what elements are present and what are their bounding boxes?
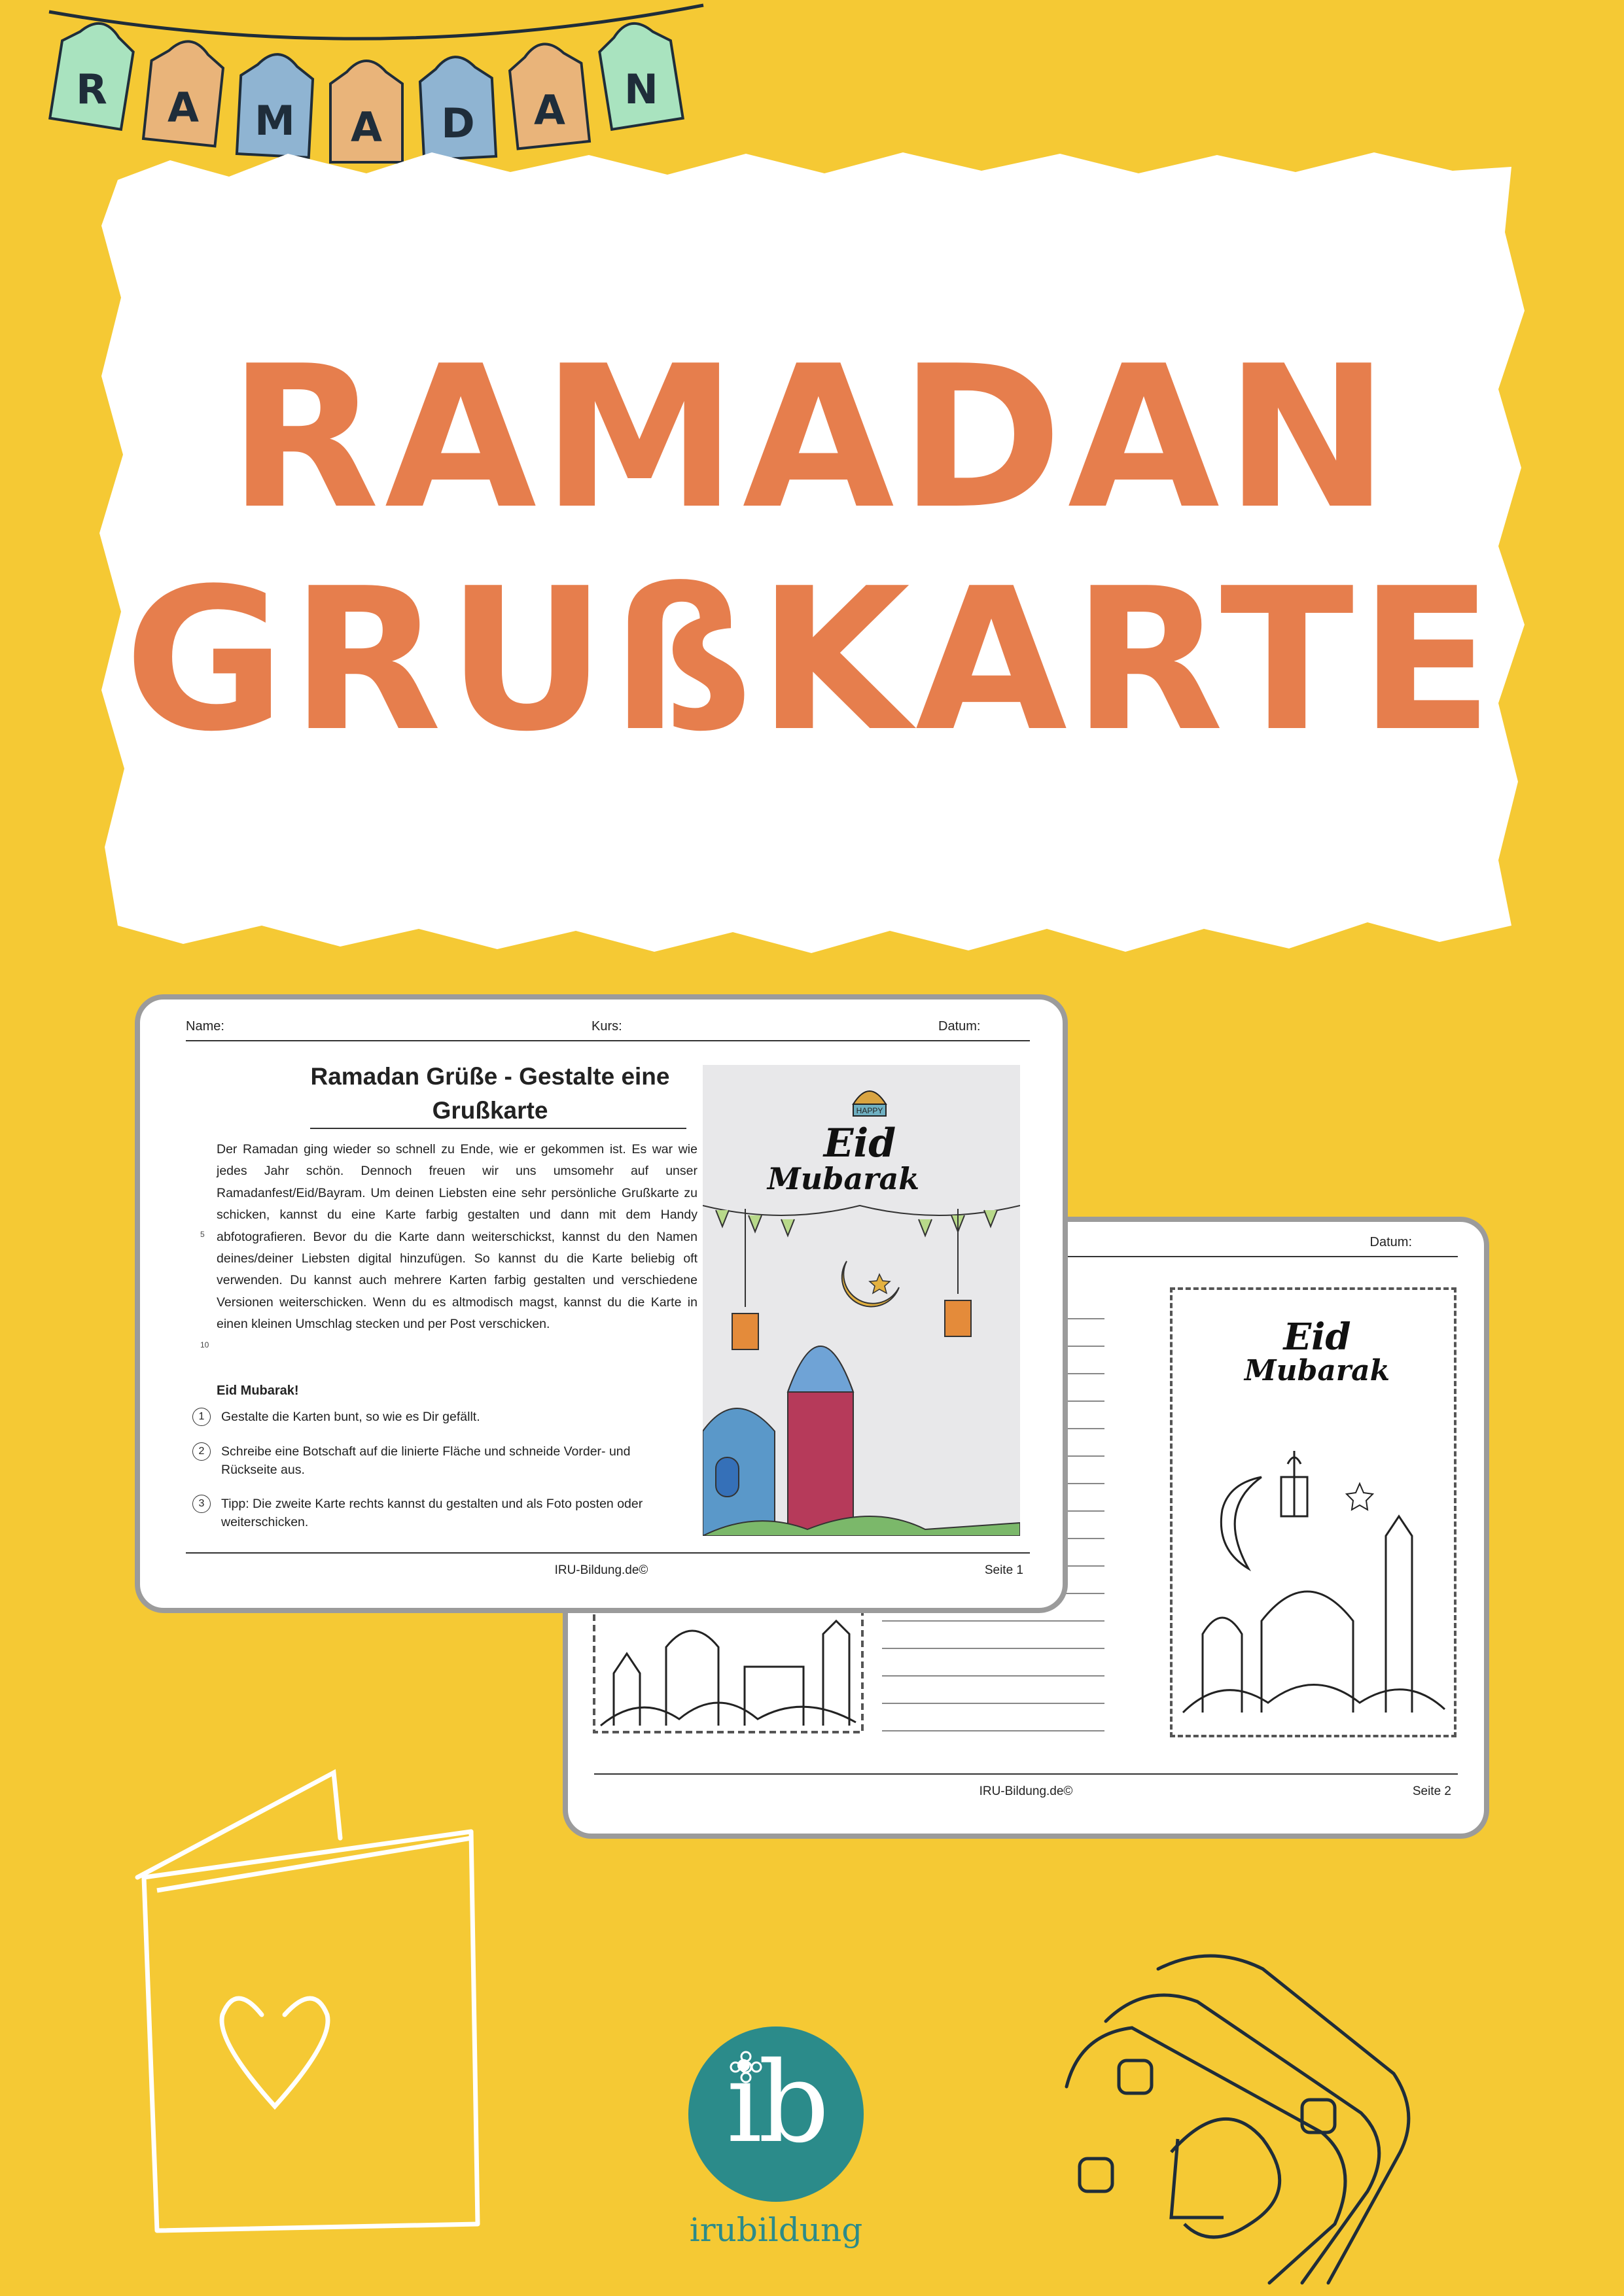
lantern-card-icon: [1053, 1943, 1472, 2296]
bunting-flag: [143, 38, 226, 147]
name-label: Name:: [186, 1019, 224, 1034]
page-number: Seite 1: [984, 1563, 1023, 1577]
mosque-card-partial: [588, 1595, 869, 1739]
task-text: Schreibe eine Botschaft auf die linierte Fläche und schneide Vorder- und Rückseite aus.: [221, 1444, 631, 1477]
course-label: Kurs:: [591, 1019, 622, 1034]
bunting-flag: [50, 18, 137, 130]
task-number: 3: [192, 1495, 211, 1513]
footer-source: IRU-Bildung.de©: [554, 1563, 648, 1577]
heart-icon: [222, 1998, 328, 2106]
title-line-ramadan: RAMADAN: [228, 324, 1395, 552]
photo-happy-text: HAPPY: [856, 1106, 883, 1115]
mosque-drawing: [1176, 1438, 1451, 1726]
date-label: Datum:: [1369, 1235, 1412, 1249]
bunting-letter: R: [76, 65, 107, 113]
bunting-letter: A: [168, 84, 199, 131]
logo-name: irubildung: [689, 2211, 863, 2249]
line-number: 10: [200, 1340, 209, 1349]
worksheet-subheading: Eid Mubarak!: [217, 1383, 299, 1398]
bunting-flag: [596, 18, 683, 130]
footer-source: IRU-Bildung.de©: [979, 1784, 1073, 1798]
task-number: 1: [192, 1408, 211, 1426]
bunting-letter: N: [624, 65, 658, 113]
bunting-letter: A: [351, 103, 382, 151]
bunting-letter: M: [255, 97, 295, 145]
line-number: 5: [200, 1230, 205, 1239]
bunting-flag: [507, 41, 590, 149]
colored-card-photo: [703, 1065, 1020, 1536]
worksheet-preview-page-1: [135, 994, 1068, 1613]
task-number: 2: [192, 1442, 211, 1461]
bunting-letter: D: [441, 99, 475, 147]
worksheet-body-text: Der Ramadan ging wieder so schnell zu Ende, wie er gekommen ist. Es war wie jedes Jahr schön. Dennoch freuen wir uns umsomehr auf unser Ramadanfest/Eid/Bayram. Um deinen Liebsten eine sehr persönliche Grußkarte zu schicken, kannst du eine Karte farbig gestalten und dann mit dem Handy abfotografieren. Bevor du die Karte dann weiterschickst, kannst du den Namen deines/deiner Liebsten digital hinzufügen. So kannst du die Karte beliebig oft verwenden. Du kannst auch mehrere Karten farbig gestalten und verschiedene Versionen weiterschicken. Wenn du es altmodisch magst, kannst du die Karte in einen kleinen Umschlag stecken und per Post verschicken.: [217, 1142, 697, 1332]
worksheet-heading: Ramadan Grüße - Gestalte eine Grußkarte: [310, 1063, 670, 1124]
date-label: Datum:: [938, 1019, 981, 1034]
card-eid-text: Eid Mubarak: [1244, 1315, 1390, 1387]
bunting-letter: A: [534, 86, 565, 134]
task-text: Gestalte die Karten bunt, so wie es Dir gefällt.: [221, 1410, 480, 1424]
photo-mubarak-text: Mubarak: [767, 1161, 920, 1196]
task-text: Tipp: Die zweite Karte rechts kannst du gestalten und als Foto posten oder weiterschicken.: [221, 1497, 643, 1529]
logo-letters: ib: [726, 2038, 826, 2168]
photo-eid-text: Eid: [823, 1121, 896, 1166]
title-line-grusskarte: GRUßKARTE: [124, 546, 1499, 774]
page-number: Seite 2: [1412, 1784, 1451, 1798]
greeting-card-icon: [118, 1766, 510, 2237]
header-rule: [186, 1040, 1030, 1041]
